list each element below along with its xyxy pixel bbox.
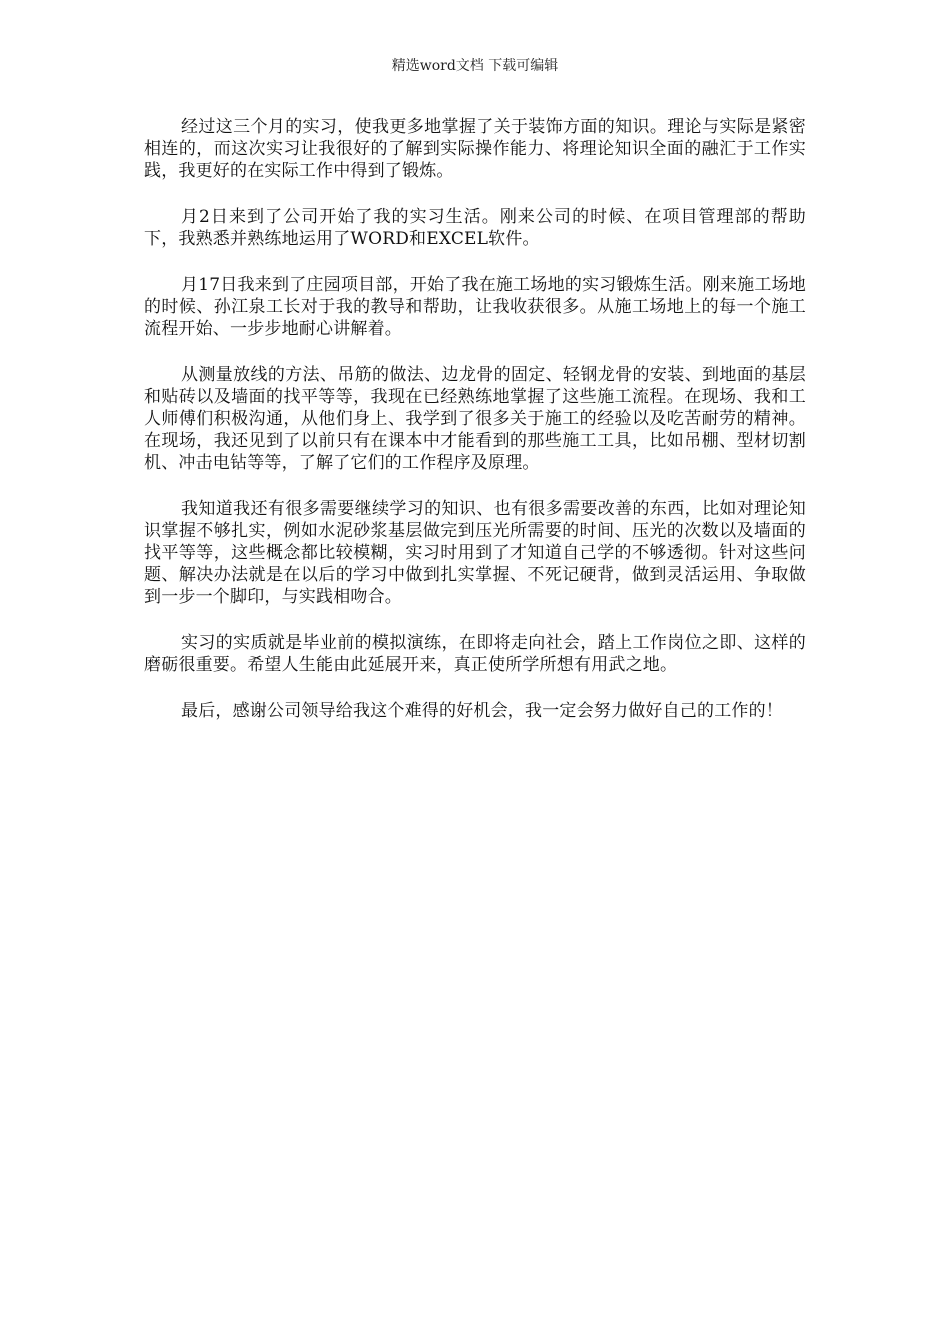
paragraph-5: 我知道我还有很多需要继续学习的知识、也有很多需要改善的东西，比如对理论知识掌握不够扎实，例如水泥砂浆基层做完到压光所需要的时间、压光的次数以及墙面的找平等等，这些概念都比较模糊，实习时用到了才知道自己学的不够透彻。针对这些问题、解决办法就是在以后的学习中做到扎实掌握、不死记硬背，做到灵活运用、争取做到一步一个脚印，与实践相吻合。 [144,499,806,607]
paragraph-6: 实习的实质就是毕业前的模拟演练，在即将走向社会，踏上工作岗位之即、这样的磨砺很重要。希望人生能由此延展开来，真正使所学所想有用武之地。 [144,633,806,675]
paragraph-7: 最后，感谢公司领导给我这个难得的好机会，我一定会努力做好自己的工作的！ [181,701,783,721]
paragraph-3: 月17日我来到了庄园项目部，开始了我在施工场地的实习锻炼生活。刚来施工场地的时候、孙江泉工长对于我的教导和帮助，让我收获很多。从施工场地上的每一个施工流程开始、一步步地耐心讲解着。 [144,275,806,339]
paragraph-1: 经过这三个月的实习，使我更多地掌握了关于装饰方面的知识。理论与实际是紧密相连的，而这次实习让我很好的了解到实际操作能力、将理论知识全面的融汇于工作实践，我更好的在实际工作中得到了锻炼。 [144,117,806,181]
paragraph-2: 月2日来到了公司开始了我的实习生活。刚来公司的时候、在项目管理部的帮助下，我熟悉并熟练地运用了WORD和EXCEL软件。 [144,207,806,249]
document-body [144,116,806,746]
paragraph-4: 从测量放线的方法、吊筋的做法、边龙骨的固定、轻钢龙骨的安装、到地面的基层和贴砖以及墙面的找平等等，我现在已经熟练地掌握了这些施工流程。在现场、我和工人师傅们积极沟通，从他们身上、我学到了很多关于施工的经验以及吃苦耐劳的精神。在现场，我还见到了以前只有在课本中才能看到的那些施工工具，比如吊棚、型材切割机、冲击电钻等等，了解了它们的工作程序及原理。 [144,365,806,473]
page-header: 精选word文档 下载可编辑 [391,58,559,74]
